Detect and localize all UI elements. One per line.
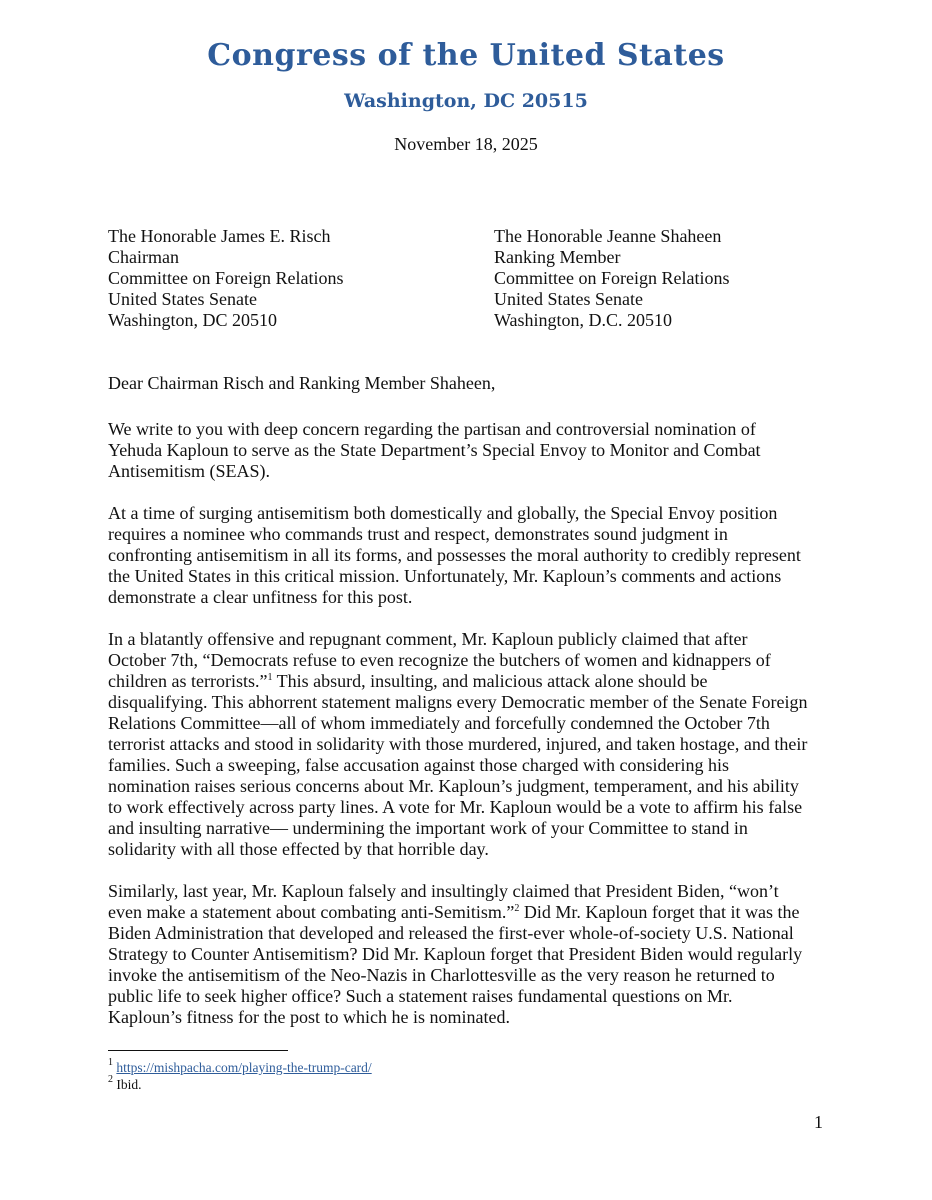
paragraph-line: to work effectively across party lines. A vote for Mr. Kaploun would be a vote to affirm his false (108, 797, 803, 817)
paragraph-line: public life to seek higher office? Such a statement raises fundamental questions on Mr. (108, 986, 733, 1006)
paragraph-line: confronting antisemitism in all its forms, and possesses the moral authority to credibly represent (108, 545, 801, 565)
footnote-2 (108, 1076, 372, 1093)
address-line: United States Senate (108, 289, 257, 309)
paragraph-line: Yehuda Kaploun to serve as the State Department’s Special Envoy to Monitor and Combat (108, 440, 761, 460)
paragraph-line: October 7th, “Democrats refuse to even recognize the butchers of women and kidnappers of (108, 650, 771, 670)
paragraph-line: and insulting narrative— undermining the important work of your Committee to stand in (108, 818, 748, 838)
paragraph-line: Similarly, last year, Mr. Kaploun falsely and insultingly claimed that President Biden, “won’t (108, 881, 779, 901)
paragraph-line: Relations Committee—all of whom immediately and forcefully condemned the October 7th (108, 713, 770, 733)
paragraph-line: Strategy to Counter Antisemitism? Did Mr. Kaploun forget that President Biden would regularly (108, 944, 803, 964)
paragraph-text: Did Mr. Kaploun forget that it was the (519, 902, 800, 922)
paragraph-line-with-footnote (108, 671, 836, 692)
address-line: United States Senate (494, 289, 643, 309)
paragraph-text: even make a statement about combating anti-Semitism.” (108, 902, 515, 922)
paragraph-line: families. Such a sweeping, false accusation against those charged with considering his (108, 755, 729, 775)
paragraph-line: solidarity with all those effected by that horrible day. (108, 839, 489, 859)
paragraph-1 (108, 419, 836, 482)
paragraph-line: requires a nominee who commands trust and respect, demonstrates sound judgment in (108, 524, 728, 544)
paragraph-line: At a time of surging antisemitism both domestically and globally, the Special Envoy position (108, 503, 778, 523)
address-line: Washington, D.C. 20510 (494, 310, 673, 330)
address-line: The Honorable James E. Risch (108, 226, 331, 246)
paragraph-line: We write to you with deep concern regarding the partisan and controversial nomination of (108, 419, 756, 439)
paragraph-line: Antisemitism (SEAS). (108, 461, 271, 481)
letter-date: November 18, 2025 (394, 134, 538, 154)
paragraph-line: Kaploun’s fitness for the post to which he is nominated. (108, 1007, 510, 1027)
paragraph-4 (108, 881, 836, 1028)
paragraph-line-with-footnote (108, 902, 836, 923)
paragraph-text: children as terrorists.” (108, 671, 268, 691)
paragraph-line: Biden Administration that developed and released the first-ever whole-of-society U.S. National (108, 923, 794, 943)
paragraph-line: demonstrate a clear unfitness for this post. (108, 587, 413, 607)
paragraph-line: disqualifying. This abhorrent statement maligns every Democratic member of the Senate Foreign (108, 692, 808, 712)
paragraph-2 (108, 503, 836, 608)
recipient-address-risch (108, 226, 343, 331)
recipient-address-shaheen (494, 226, 729, 331)
paragraph-line: In a blatantly offensive and repugnant comment, Mr. Kaploun publicly claimed that after (108, 629, 748, 649)
address-line: Washington, DC 20510 (108, 310, 278, 330)
page-number: 1 (814, 1112, 823, 1132)
footnote-ref-1[interactable]: 1 (267, 672, 273, 683)
paragraph-3 (108, 629, 836, 860)
address-line: Ranking Member (494, 247, 621, 267)
footnote-1 (108, 1059, 372, 1076)
salutation: Dear Chairman Risch and Ranking Member Shaheen, (108, 373, 496, 393)
paragraph-line: the United States in this critical mission. Unfortunately, Mr. Kaploun’s comments and actions (108, 566, 782, 586)
address-line: Committee on Foreign Relations (108, 268, 344, 288)
footnote-link[interactable]: https://mishpacha.com/playing-the-trump-card/ (116, 1060, 372, 1075)
paragraph-text: This absurd, insulting, and malicious attack alone should be (272, 671, 708, 691)
paragraph-line: terrorist attacks and stood in solidarity with those murdered, injured, and taken hostage, and their (108, 734, 808, 754)
footnote-number: 1 (108, 1057, 113, 1068)
footnote-divider (108, 1050, 288, 1051)
address-line: Committee on Foreign Relations (494, 268, 730, 288)
footnote-text: Ibid. (116, 1077, 142, 1092)
paragraph-line: invoke the antisemitism of the Neo-Nazis in Charlottesville as the very reason he returned to (108, 965, 775, 985)
letterhead-subtitle: Washington, DC 20515 (344, 90, 588, 112)
footnote-number: 2 (108, 1074, 113, 1085)
letterhead-title: Congress of the United States (207, 38, 725, 73)
paragraph-line: nomination raises serious concerns about Mr. Kaploun’s judgment, temperament, and his ability (108, 776, 799, 796)
address-line: The Honorable Jeanne Shaheen (494, 226, 722, 246)
footnote-ref-2[interactable]: 2 (514, 903, 520, 914)
footnotes (108, 1059, 372, 1093)
address-line: Chairman (108, 247, 179, 267)
